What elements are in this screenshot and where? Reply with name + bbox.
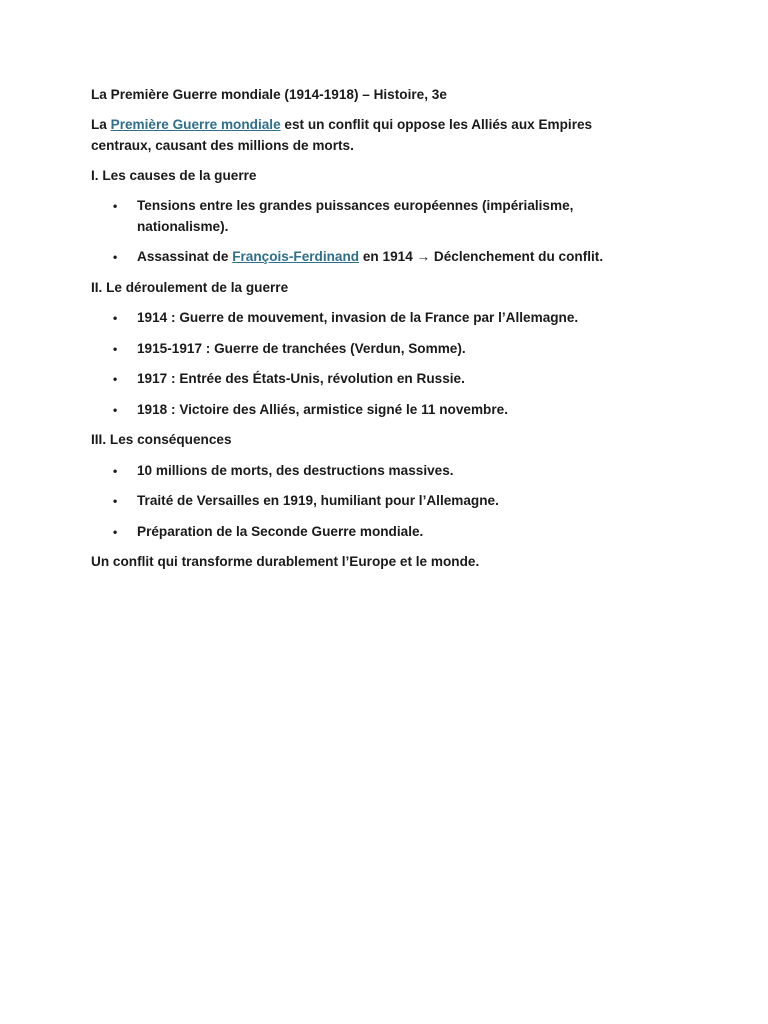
- link-premiere-guerre-mondiale[interactable]: Première Guerre mondiale: [110, 117, 281, 132]
- bullet-icon: •: [113, 494, 118, 508]
- list-item: [91, 369, 651, 390]
- deroulement-list: [91, 308, 651, 420]
- list-item: [91, 339, 651, 360]
- bullet-icon: •: [113, 311, 118, 325]
- causes-list: [91, 196, 651, 268]
- intro-paragraph: [91, 115, 651, 156]
- consequences-list: [91, 461, 651, 543]
- list-item-text: Préparation de la Seconde Guerre mondiale.: [137, 523, 424, 539]
- list-item: [91, 196, 651, 237]
- link-francois-ferdinand[interactable]: François-Ferdinand: [232, 249, 360, 264]
- document-title: La Première Guerre mondiale (1914-1918) – Histoire, 3e: [91, 87, 447, 102]
- intro-prefix: La: [91, 117, 111, 132]
- bullet-icon: •: [113, 372, 118, 386]
- intro-suffix: est un conflit qui oppose les Alliés aux Empires centraux, causant des millions de morts.: [91, 117, 593, 153]
- list-item-suffix: en 1914 → Déclenchement du conflit.: [359, 249, 604, 264]
- list-item-text: 1918 : Victoire des Alliés, armistice signé le 11 novembre.: [137, 401, 508, 417]
- list-item: [91, 400, 651, 421]
- list-item: [91, 247, 651, 268]
- list-item-text: 1914 : Guerre de mouvement, invasion de la France par l’Allemagne.: [137, 310, 579, 325]
- document-body: [91, 85, 651, 573]
- list-item-prefix: Assassinat de: [137, 249, 233, 264]
- list-item: [91, 461, 651, 482]
- list-item-text: 1917 : Entrée des États-Unis, révolution en Russie.: [137, 371, 465, 386]
- list-item-text: 10 millions de morts, des destructions massives.: [137, 462, 454, 478]
- bullet-icon: •: [113, 250, 118, 264]
- bullet-icon: •: [113, 199, 118, 213]
- bullet-icon: •: [113, 402, 118, 417]
- bullet-icon: •: [113, 463, 118, 478]
- list-item: [91, 491, 651, 512]
- bullet-icon: •: [113, 341, 118, 356]
- section-heading-causes: I. Les causes de la guerre: [91, 167, 257, 183]
- list-item-text: Traité de Versailles en 1919, humiliant pour l’Allemagne.: [137, 493, 499, 508]
- section-heading-consequences: III. Les conséquences: [91, 432, 232, 447]
- list-item-text: 1915-1917 : Guerre de tranchées (Verdun, Somme).: [137, 340, 466, 356]
- list-item: [91, 308, 651, 329]
- list-item: [91, 522, 651, 543]
- bullet-icon: •: [113, 524, 118, 539]
- closing-sentence: Un conflit qui transforme durablement l’Europe et le monde.: [91, 554, 480, 569]
- section-heading-deroulement: II. Le déroulement de la guerre: [91, 279, 289, 295]
- list-item-text: Tensions entre les grandes puissances européennes (impérialisme, nationalisme).: [137, 198, 574, 234]
